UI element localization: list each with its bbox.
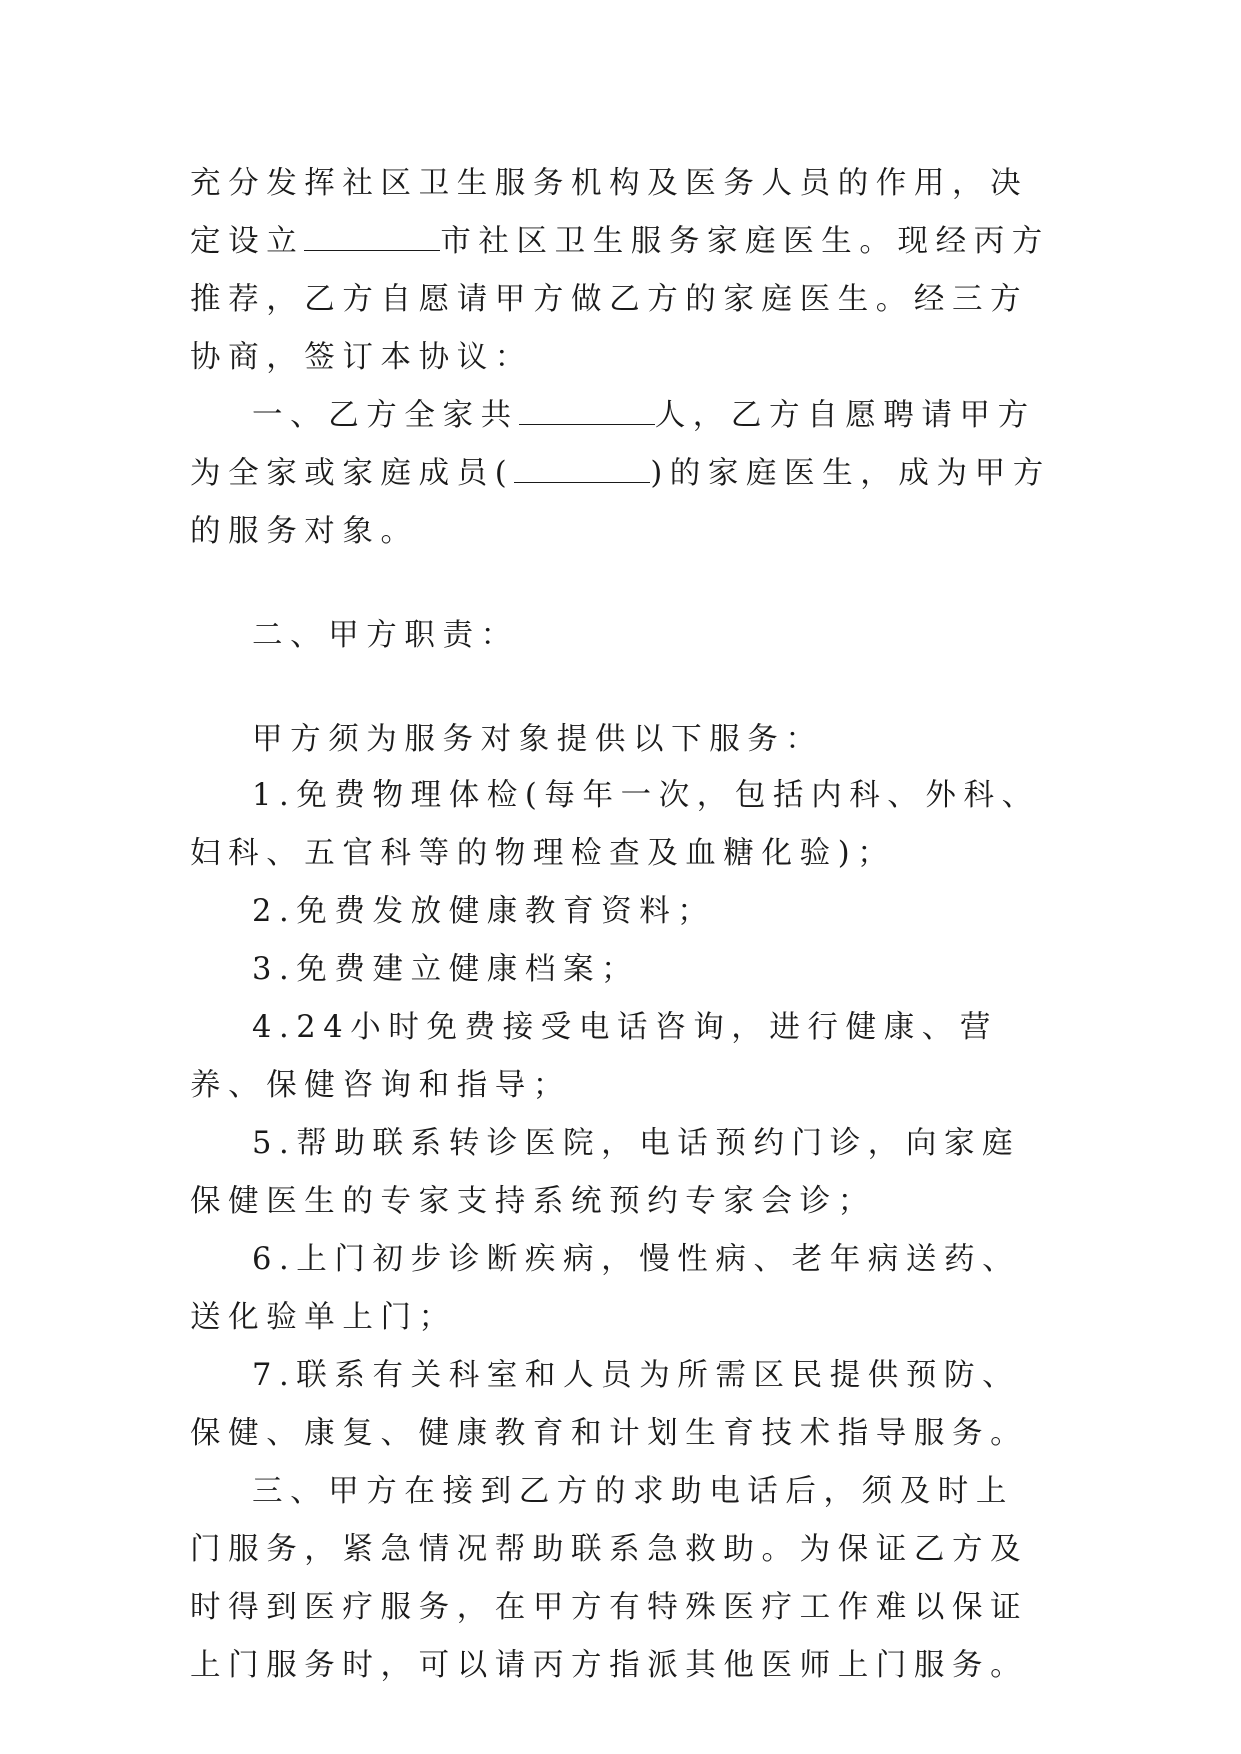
- clause-one-paragraph: [190, 387, 1052, 561]
- paragraph-gap: [190, 561, 1052, 607]
- clause-one-middle: 人，乙方自愿聘请甲方为全家或家庭成员(: [190, 398, 1036, 491]
- service-item-3: 3.免费建立健康档案；: [252, 952, 640, 987]
- service-item-7: 7.联系有关科室和人员为所需区民提供预防、保健、康复、健康教育和计划生育技术指导服务。: [190, 1358, 1029, 1451]
- family-member-blank: [514, 455, 650, 483]
- intro-paragraph: [190, 155, 1052, 387]
- clause-one-end: )的家庭医生，成为甲方的服务对象。: [190, 456, 1051, 549]
- intro-line1: 充分发挥社区卫生服务机构及医务人员的作用，决定设立: [190, 166, 1029, 259]
- service-item-4: 4.24小时免费接受电话咨询，进行健康、营养、保健咨询和指导；: [190, 1010, 999, 1103]
- service-item-1: 1.免费物理体检(每年一次，包括内科、外科、妇科、五官科等的物理检查及血糖化验)；: [190, 778, 1040, 871]
- clause-two-heading: 二、甲方职责：: [252, 618, 519, 653]
- service-item-2: 2.免费发放健康教育资料；: [252, 894, 716, 929]
- clause-two-lead: 甲方须为服务对象提供以下服务：: [252, 722, 824, 757]
- document-body: [190, 155, 1052, 1695]
- service-item-6: 6.上门初步诊断疾病，慢性病、老年病送药、送化验单上门；: [190, 1242, 1021, 1335]
- clause-one-start: 一、乙方全家共: [252, 398, 519, 433]
- family-count-blank: [519, 397, 655, 425]
- city-blank: [304, 223, 440, 251]
- intro-line2: 市社区卫生服务家庭医生。现经丙方推荐，乙方自愿请甲方做乙方的家庭医生。经三方协商，签订本协议：: [190, 224, 1050, 375]
- clause-three-paragraph: 三、甲方在接到乙方的求助电话后，须及时上门服务，紧急情况帮助联系急救助。为保证乙方及时得到医疗服务，在甲方有特殊医疗工作难以保证上门服务时，可以请丙方指派其他医师上门服务。: [190, 1474, 1029, 1683]
- service-item-5: 5.帮助联系转诊医院，电话预约门诊，向家庭保健医生的专家支持系统预约专家会诊；: [190, 1126, 1021, 1219]
- paragraph-gap: [190, 665, 1052, 711]
